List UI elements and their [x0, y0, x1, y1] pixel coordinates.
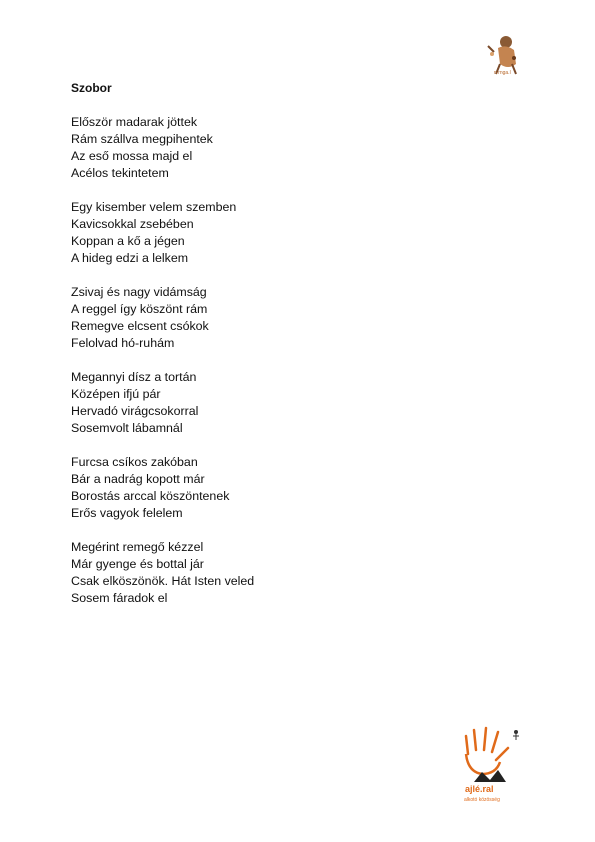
poem-line: Csak elköszönök. Hát Isten veled: [71, 574, 255, 588]
poem-line: A hideg edzi a lelkem: [71, 251, 189, 265]
poem-line: Kavicsokkal zsebében: [71, 217, 194, 231]
top-logo-text: n rnga.l: [494, 70, 511, 76]
bottom-logo-subtext: alkotó közösség: [464, 797, 500, 803]
poem-line: Borostás arccal köszöntenek: [71, 489, 230, 503]
poem-body: [71, 114, 371, 624]
poem-line: Bár a nadrág kopott már: [71, 472, 205, 486]
poem-line: Acélos tekintetem: [71, 166, 169, 180]
poem-line: Az eső mossa majd el: [71, 149, 193, 163]
poem-line: Sosemvolt lábamnál: [71, 421, 183, 435]
stanza: [71, 369, 371, 437]
poem-title: Szobor: [71, 81, 112, 95]
poem-line: Koppan a kő a jégen: [71, 234, 185, 248]
poem-line: Először madarak jöttek: [71, 115, 198, 129]
poem-line: Furcsa csíkos zakóban: [71, 455, 198, 469]
poem-line: Rám szállva megpihentek: [71, 132, 213, 146]
stanza: [71, 284, 371, 352]
poem-line: A reggel így köszönt rám: [71, 302, 208, 316]
poem-line: Megannyi dísz a tortán: [71, 370, 197, 384]
poem-line: Remegve elcsent csókok: [71, 319, 209, 333]
poem-line: Sosem fáradok el: [71, 591, 168, 605]
poem-line: Már gyenge és bottal jár: [71, 557, 204, 571]
poem-line: Középen ifjú pár: [71, 387, 161, 401]
stanza: [71, 199, 371, 267]
poem-line: Erős vagyok felelem: [71, 506, 183, 520]
poem-line: Felolvad hó-ruhám: [71, 336, 175, 350]
poem-line: Hervadó virágcsokorral: [71, 404, 199, 418]
bottom-logo-text: ajlé.ral: [465, 784, 494, 794]
poem-line: Egy kisember velem szemben: [71, 200, 237, 214]
poem-line: Megérint remegő kézzel: [71, 540, 204, 554]
stanza: [71, 454, 371, 522]
poem-line: Zsivaj és nagy vidámság: [71, 285, 207, 299]
stanza: [71, 114, 371, 182]
stanza: [71, 539, 371, 607]
